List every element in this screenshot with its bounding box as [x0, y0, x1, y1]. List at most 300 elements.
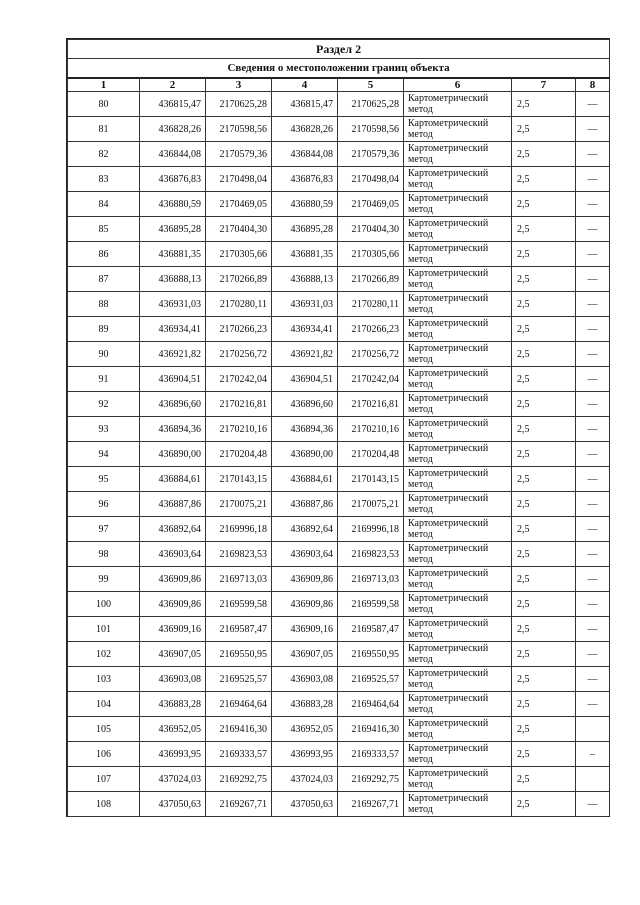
note-cell: —: [576, 692, 610, 717]
method-line2: метод: [408, 629, 433, 640]
note-cell: —: [576, 117, 610, 142]
y-refined-cell: 2169996,18: [338, 517, 404, 542]
note-cell: —: [576, 417, 610, 442]
y-existing-cell: 2169333,57: [206, 742, 272, 767]
method-cell: [404, 767, 512, 792]
method-cell: [404, 492, 512, 517]
x-refined-cell: 436828,26: [272, 117, 338, 142]
table-row: [68, 592, 610, 617]
method-cell: [404, 792, 512, 817]
note-cell: —: [576, 517, 610, 542]
x-existing-cell: 436903,64: [140, 542, 206, 567]
method-line1: Картометрический: [408, 218, 489, 229]
accuracy-cell: 2,5: [512, 567, 576, 592]
y-refined-cell: 2170280,11: [338, 292, 404, 317]
method-line2: метод: [408, 354, 433, 365]
accuracy-cell: 2,5: [512, 217, 576, 242]
y-existing-cell: 2170075,21: [206, 492, 272, 517]
x-existing-cell: 436815,47: [140, 92, 206, 117]
x-existing-cell: 437024,03: [140, 767, 206, 792]
note-cell: —: [576, 567, 610, 592]
point-number-cell: 106: [68, 742, 140, 767]
accuracy-cell: 2,5: [512, 467, 576, 492]
y-refined-cell: 2169823,53: [338, 542, 404, 567]
method-line1: Картометрический: [408, 243, 489, 254]
y-refined-cell: 2170404,30: [338, 217, 404, 242]
x-existing-cell: 436880,59: [140, 192, 206, 217]
method-cell: [404, 517, 512, 542]
point-number-cell: 90: [68, 342, 140, 367]
document-sheet: [66, 38, 610, 817]
y-existing-cell: 2170625,28: [206, 92, 272, 117]
x-refined-cell: 436909,86: [272, 592, 338, 617]
accuracy-cell: 2,5: [512, 342, 576, 367]
x-existing-cell: 436895,28: [140, 217, 206, 242]
table-row: [68, 392, 610, 417]
method-cell: [404, 367, 512, 392]
point-number-cell: 99: [68, 567, 140, 592]
method-line2: метод: [408, 479, 433, 490]
table-row: [68, 517, 610, 542]
method-line1: Картометрический: [408, 668, 489, 679]
y-refined-cell: 2170210,16: [338, 417, 404, 442]
x-existing-cell: 436896,60: [140, 392, 206, 417]
accuracy-cell: 2,5: [512, 592, 576, 617]
x-existing-cell: 436876,83: [140, 167, 206, 192]
method-line1: Картометрический: [408, 693, 489, 704]
point-number-cell: 96: [68, 492, 140, 517]
accuracy-cell: 2,5: [512, 117, 576, 142]
table-row: [68, 92, 610, 117]
y-existing-cell: 2169823,53: [206, 542, 272, 567]
accuracy-cell: 2,5: [512, 742, 576, 767]
accuracy-cell: 2,5: [512, 92, 576, 117]
column-header-row: [68, 78, 610, 92]
accuracy-cell: 2,5: [512, 442, 576, 467]
table-row: [68, 367, 610, 392]
column-header-7: 7: [512, 78, 576, 92]
point-number-cell: 103: [68, 667, 140, 692]
y-existing-cell: 2169525,57: [206, 667, 272, 692]
accuracy-cell: 2,5: [512, 267, 576, 292]
y-existing-cell: 2170204,48: [206, 442, 272, 467]
method-line1: Картометрический: [408, 743, 489, 754]
method-line1: Картометрический: [408, 193, 489, 204]
method-line1: Картометрический: [408, 793, 489, 804]
y-existing-cell: 2169267,71: [206, 792, 272, 817]
x-refined-cell: 436952,05: [272, 717, 338, 742]
note-cell: —: [576, 467, 610, 492]
note-cell: —: [576, 317, 610, 342]
x-refined-cell: 436880,59: [272, 192, 338, 217]
y-existing-cell: 2170598,56: [206, 117, 272, 142]
method-cell: [404, 342, 512, 367]
point-number-cell: 104: [68, 692, 140, 717]
table-row: [68, 717, 610, 742]
accuracy-cell: 2,5: [512, 242, 576, 267]
note-cell: —: [576, 667, 610, 692]
note-cell: —: [576, 242, 610, 267]
table-row: [68, 417, 610, 442]
y-existing-cell: 2170216,81: [206, 392, 272, 417]
method-cell: [404, 292, 512, 317]
method-cell: [404, 592, 512, 617]
note-cell: –: [576, 742, 610, 767]
y-refined-cell: 2170469,05: [338, 192, 404, 217]
y-refined-cell: 2169550,95: [338, 642, 404, 667]
note-cell: —: [576, 492, 610, 517]
point-number-cell: 91: [68, 367, 140, 392]
y-refined-cell: 2169525,57: [338, 667, 404, 692]
method-cell: [404, 617, 512, 642]
x-refined-cell: 437024,03: [272, 767, 338, 792]
note-cell: —: [576, 92, 610, 117]
x-refined-cell: 436883,28: [272, 692, 338, 717]
method-cell: [404, 142, 512, 167]
method-line2: метод: [408, 529, 433, 540]
method-line1: Картометрический: [408, 593, 489, 604]
method-line1: Картометрический: [408, 418, 489, 429]
point-number-cell: 94: [68, 442, 140, 467]
x-existing-cell: 436921,82: [140, 342, 206, 367]
y-existing-cell: 2170266,23: [206, 317, 272, 342]
table-row: [68, 667, 610, 692]
method-line2: метод: [408, 429, 433, 440]
method-line1: Картометрический: [408, 468, 489, 479]
method-line1: Картометрический: [408, 643, 489, 654]
note-cell: —: [576, 167, 610, 192]
column-header-5: 5: [338, 78, 404, 92]
x-refined-cell: 436896,60: [272, 392, 338, 417]
table-row: [68, 742, 610, 767]
method-line1: Картометрический: [408, 268, 489, 279]
x-existing-cell: 436909,86: [140, 592, 206, 617]
method-cell: [404, 317, 512, 342]
x-existing-cell: 436883,28: [140, 692, 206, 717]
x-refined-cell: 436815,47: [272, 92, 338, 117]
x-refined-cell: 436890,00: [272, 442, 338, 467]
note-cell: —: [576, 542, 610, 567]
x-existing-cell: 436904,51: [140, 367, 206, 392]
x-existing-cell: 436909,16: [140, 617, 206, 642]
accuracy-cell: 2,5: [512, 192, 576, 217]
accuracy-cell: 2,5: [512, 692, 576, 717]
method-cell: [404, 742, 512, 767]
accuracy-cell: 2,5: [512, 392, 576, 417]
accuracy-cell: 2,5: [512, 767, 576, 792]
table-row: [68, 617, 610, 642]
method-cell: [404, 442, 512, 467]
point-number-cell: 98: [68, 542, 140, 567]
note-cell: —: [576, 617, 610, 642]
x-existing-cell: 436909,86: [140, 567, 206, 592]
x-existing-cell: 436952,05: [140, 717, 206, 742]
accuracy-cell: 2,5: [512, 292, 576, 317]
y-refined-cell: 2170143,15: [338, 467, 404, 492]
accuracy-cell: 2,5: [512, 542, 576, 567]
y-existing-cell: 2170498,04: [206, 167, 272, 192]
method-cell: [404, 192, 512, 217]
table-row: [68, 192, 610, 217]
x-refined-cell: 436888,13: [272, 267, 338, 292]
accuracy-cell: 2,5: [512, 492, 576, 517]
point-number-cell: 92: [68, 392, 140, 417]
x-refined-cell: 436909,86: [272, 567, 338, 592]
method-cell: [404, 117, 512, 142]
method-line2: метод: [408, 804, 433, 815]
method-line1: Картометрический: [408, 393, 489, 404]
x-existing-cell: 436844,08: [140, 142, 206, 167]
accuracy-cell: 2,5: [512, 517, 576, 542]
table-row: [68, 117, 610, 142]
y-existing-cell: 2169464,64: [206, 692, 272, 717]
y-existing-cell: 2170404,30: [206, 217, 272, 242]
method-cell: [404, 92, 512, 117]
y-refined-cell: 2170075,21: [338, 492, 404, 517]
method-line2: метод: [408, 204, 433, 215]
method-line2: метод: [408, 229, 433, 240]
point-number-cell: 82: [68, 142, 140, 167]
method-line2: метод: [408, 654, 433, 665]
method-line2: метод: [408, 679, 433, 690]
x-refined-cell: 436903,08: [272, 667, 338, 692]
method-line2: метод: [408, 279, 433, 290]
x-refined-cell: 436909,16: [272, 617, 338, 642]
x-refined-cell: 436844,08: [272, 142, 338, 167]
x-refined-cell: 436881,35: [272, 242, 338, 267]
table-row: [68, 767, 610, 792]
table-row: [68, 467, 610, 492]
y-refined-cell: 2170498,04: [338, 167, 404, 192]
method-line1: Картометрический: [408, 368, 489, 379]
method-cell: [404, 217, 512, 242]
x-existing-cell: 436881,35: [140, 242, 206, 267]
y-refined-cell: 2170266,23: [338, 317, 404, 342]
x-existing-cell: 436888,13: [140, 267, 206, 292]
x-existing-cell: 436934,41: [140, 317, 206, 342]
method-line2: метод: [408, 504, 433, 515]
method-line1: Картометрический: [408, 568, 489, 579]
x-existing-cell: 436903,08: [140, 667, 206, 692]
x-existing-cell: 436828,26: [140, 117, 206, 142]
method-cell: [404, 467, 512, 492]
note-cell: —: [576, 642, 610, 667]
table-row: [68, 317, 610, 342]
method-line1: Картометрический: [408, 293, 489, 304]
x-refined-cell: 436894,36: [272, 417, 338, 442]
section-title: Раздел 2: [68, 40, 610, 59]
x-refined-cell: 436907,05: [272, 642, 338, 667]
note-cell: —: [576, 342, 610, 367]
y-existing-cell: 2169587,47: [206, 617, 272, 642]
x-refined-cell: 436876,83: [272, 167, 338, 192]
note-cell: —: [576, 267, 610, 292]
point-number-cell: 105: [68, 717, 140, 742]
x-existing-cell: 436884,61: [140, 467, 206, 492]
y-refined-cell: 2170204,48: [338, 442, 404, 467]
method-line2: метод: [408, 154, 433, 165]
y-refined-cell: 2169464,64: [338, 692, 404, 717]
y-existing-cell: 2170469,05: [206, 192, 272, 217]
table-row: [68, 692, 610, 717]
point-number-cell: 88: [68, 292, 140, 317]
table-row: [68, 292, 610, 317]
x-refined-cell: 436931,03: [272, 292, 338, 317]
x-existing-cell: 436894,36: [140, 417, 206, 442]
x-refined-cell: 436892,64: [272, 517, 338, 542]
accuracy-cell: 2,5: [512, 417, 576, 442]
table-row: [68, 217, 610, 242]
note-cell: —: [576, 217, 610, 242]
y-existing-cell: 2169713,03: [206, 567, 272, 592]
x-refined-cell: 436934,41: [272, 317, 338, 342]
y-existing-cell: 2170143,15: [206, 467, 272, 492]
x-refined-cell: 437050,63: [272, 792, 338, 817]
method-cell: [404, 417, 512, 442]
note-cell: [576, 767, 610, 792]
y-refined-cell: 2169416,30: [338, 717, 404, 742]
y-refined-cell: 2170242,04: [338, 367, 404, 392]
point-number-cell: 81: [68, 117, 140, 142]
table-row: [68, 792, 610, 817]
table-row: [68, 342, 610, 367]
y-existing-cell: 2170242,04: [206, 367, 272, 392]
column-header-3: 3: [206, 78, 272, 92]
y-refined-cell: 2169292,75: [338, 767, 404, 792]
method-cell: [404, 642, 512, 667]
method-cell: [404, 242, 512, 267]
point-number-cell: 87: [68, 267, 140, 292]
point-number-cell: 95: [68, 467, 140, 492]
method-cell: [404, 717, 512, 742]
y-refined-cell: 2169599,58: [338, 592, 404, 617]
accuracy-cell: 2,5: [512, 167, 576, 192]
table-row: [68, 567, 610, 592]
method-line1: Картометрический: [408, 718, 489, 729]
method-cell: [404, 692, 512, 717]
method-line2: метод: [408, 254, 433, 265]
table-row: [68, 492, 610, 517]
x-refined-cell: 436887,86: [272, 492, 338, 517]
y-existing-cell: 2170266,89: [206, 267, 272, 292]
method-line2: метод: [408, 704, 433, 715]
y-existing-cell: 2170305,66: [206, 242, 272, 267]
accuracy-cell: 2,5: [512, 367, 576, 392]
x-existing-cell: 436887,86: [140, 492, 206, 517]
method-line1: Картометрический: [408, 768, 489, 779]
table-row: [68, 642, 610, 667]
point-number-cell: 107: [68, 767, 140, 792]
column-header-6: 6: [404, 78, 512, 92]
y-refined-cell: 2169713,03: [338, 567, 404, 592]
y-existing-cell: 2170579,36: [206, 142, 272, 167]
method-line1: Картометрический: [408, 93, 489, 104]
method-line1: Картометрический: [408, 318, 489, 329]
point-number-cell: 108: [68, 792, 140, 817]
y-refined-cell: 2170256,72: [338, 342, 404, 367]
x-existing-cell: 436892,64: [140, 517, 206, 542]
y-existing-cell: 2169292,75: [206, 767, 272, 792]
x-refined-cell: 436993,95: [272, 742, 338, 767]
note-cell: —: [576, 592, 610, 617]
y-existing-cell: 2169416,30: [206, 717, 272, 742]
table-row: [68, 142, 610, 167]
method-line2: метод: [408, 729, 433, 740]
table-row: [68, 242, 610, 267]
note-cell: —: [576, 367, 610, 392]
accuracy-cell: 2,5: [512, 792, 576, 817]
method-line1: Картометрический: [408, 443, 489, 454]
method-line1: Картометрический: [408, 543, 489, 554]
method-line1: Картометрический: [408, 143, 489, 154]
table-row: [68, 267, 610, 292]
column-header-4: 4: [272, 78, 338, 92]
coordinates-table: [67, 39, 610, 817]
accuracy-cell: 2,5: [512, 617, 576, 642]
point-number-cell: 102: [68, 642, 140, 667]
note-cell: —: [576, 292, 610, 317]
method-cell: [404, 542, 512, 567]
point-number-cell: 85: [68, 217, 140, 242]
method-line2: метод: [408, 454, 433, 465]
method-line2: метод: [408, 579, 433, 590]
method-line1: Картометрический: [408, 493, 489, 504]
column-header-2: 2: [140, 78, 206, 92]
note-cell: [576, 717, 610, 742]
point-number-cell: 86: [68, 242, 140, 267]
method-line1: Картометрический: [408, 118, 489, 129]
point-number-cell: 83: [68, 167, 140, 192]
x-existing-cell: 436907,05: [140, 642, 206, 667]
method-line1: Картометрический: [408, 168, 489, 179]
y-refined-cell: 2169267,71: [338, 792, 404, 817]
accuracy-cell: 2,5: [512, 317, 576, 342]
method-cell: [404, 267, 512, 292]
y-existing-cell: 2169550,95: [206, 642, 272, 667]
column-header-1: 1: [68, 78, 140, 92]
y-refined-cell: 2169587,47: [338, 617, 404, 642]
x-existing-cell: 436890,00: [140, 442, 206, 467]
section-subtitle: Сведения о местоположении границ объекта: [68, 59, 610, 79]
method-line2: метод: [408, 329, 433, 340]
note-cell: —: [576, 392, 610, 417]
y-refined-cell: 2170598,56: [338, 117, 404, 142]
x-refined-cell: 436904,51: [272, 367, 338, 392]
note-cell: —: [576, 142, 610, 167]
method-line2: метод: [408, 129, 433, 140]
table-row: [68, 442, 610, 467]
point-number-cell: 100: [68, 592, 140, 617]
y-existing-cell: 2170256,72: [206, 342, 272, 367]
point-number-cell: 84: [68, 192, 140, 217]
method-line2: метод: [408, 379, 433, 390]
method-line2: метод: [408, 104, 433, 115]
x-refined-cell: 436921,82: [272, 342, 338, 367]
x-existing-cell: 436931,03: [140, 292, 206, 317]
method-line2: метод: [408, 304, 433, 315]
note-cell: —: [576, 442, 610, 467]
y-existing-cell: 2169599,58: [206, 592, 272, 617]
x-existing-cell: 437050,63: [140, 792, 206, 817]
accuracy-cell: 2,5: [512, 642, 576, 667]
y-refined-cell: 2170625,28: [338, 92, 404, 117]
accuracy-cell: 2,5: [512, 717, 576, 742]
point-number-cell: 101: [68, 617, 140, 642]
x-existing-cell: 436993,95: [140, 742, 206, 767]
method-line2: метод: [408, 404, 433, 415]
y-refined-cell: 2170216,81: [338, 392, 404, 417]
column-header-8: 8: [576, 78, 610, 92]
